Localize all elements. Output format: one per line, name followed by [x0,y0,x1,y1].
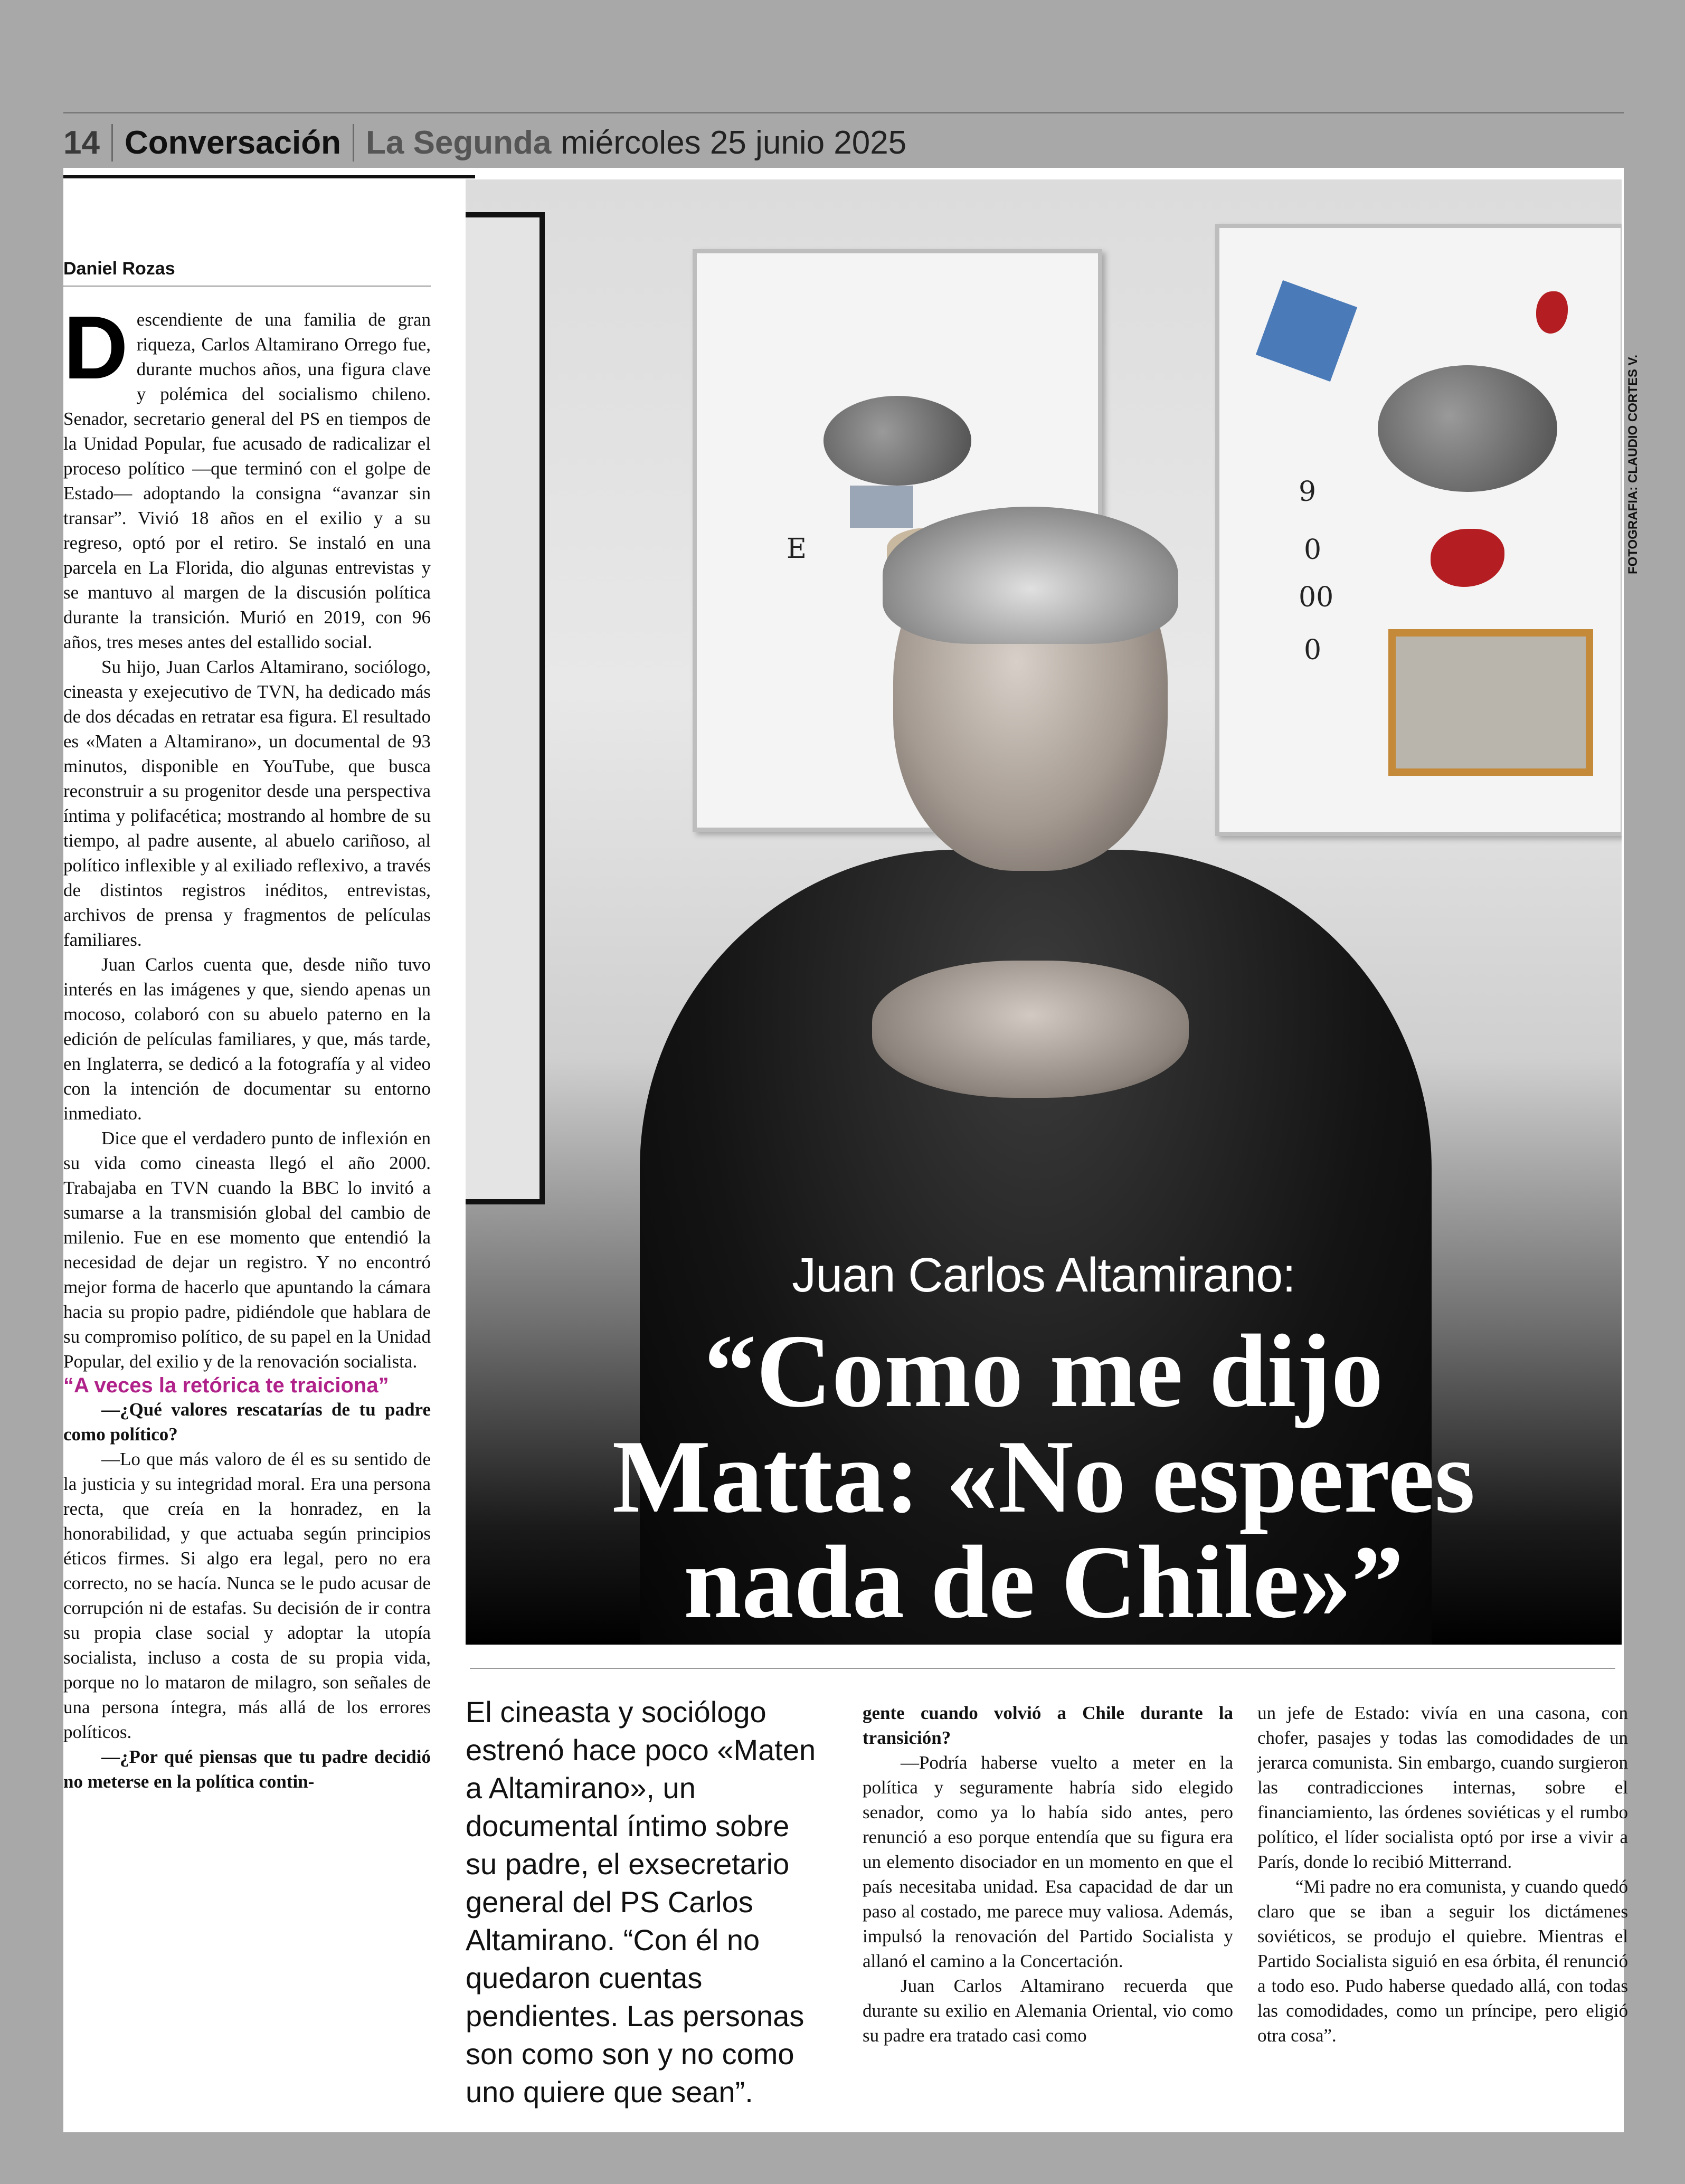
picture-frame-edge [466,212,545,1204]
headline-line: Matta: «No esperes [612,1419,1475,1534]
question: —¿Qué valores rescatarías de tu padre como político? [63,1399,431,1445]
issue-date: miércoles 25 junio 2025 [561,124,907,161]
section-name: Conversación [113,124,354,162]
number-doodle: 00 [1299,582,1334,613]
question: gente cuando volvió a Chile durante la transición? [863,1703,1233,1748]
subhead: “A veces la retórica te traiciona” [63,1374,389,1397]
headline-line: nada de Chile»” [683,1524,1404,1640]
cloud-drawing [823,396,971,486]
paragraph: un jefe de Estado: vivía en una casona, con chofer, pasajes y todas las comodidades de un jerarca comunista. Sin embargo, cuando surgieron las contradicciones internas, sobre el financiamiento, las órdenes soviéticas y el rumbo político, el líder socialista optó por irse a vivir a París, donde lo recibió Mitterrand. [1257,1703,1628,1872]
person-hands [872,961,1189,1098]
page-header [63,119,906,166]
headline-line: “Como me dijo [704,1313,1384,1429]
paragraph: Juan Carlos Altamirano recuerda que durante su exilio en Alemania Oriental, vio como su padre era tratado casi como [863,1976,1233,2046]
deck-summary: El cineasta y sociólogo estrenó hace poco «Maten a Altamirano», un documental íntimo sobre su padre, el exsecretario general del PS Carlos Altamirano. “Con él no quedaron cuentas pendientes. Las personas son como son y no como uno quiere que sean”. [466,1695,816,2109]
person-hair [883,507,1178,644]
paragraph: Descendiente de una familia de gran riqueza, Carlos Altamirano Orrego fue, durante muchos años, una figura clave y polémica del socialismo chileno. Senador, secretario general del PS en tiempos de la Unidad Popular, fue acusado de radicalizar el proceso político —que terminó con el golpe de Estado— adoptando la consigna “avanzar sin transar”. Vivió 18 años en el exilio y a su regreso, optó por el retiro. Se instaló en una parcela en La Florida, dio algunas entrevistas y se mantuvo al margen de la discusión política durante la transición. Murió en 2019, con 96 años, tres meses antes del estallido social. [63,298,431,652]
blue-collage [1256,280,1357,382]
byline: Daniel Rozas [63,257,431,287]
number-doodle: 9 [1299,476,1317,508]
question: —¿Por qué piensas que tu padre decidió no meterse en la política contin- [63,1746,431,1792]
column-three [863,1701,1233,2048]
paragraph: Dice que el verdadero punto de inflexión en su vida como cineasta llegó el año 2000. Trabajaba en TVN cuando la BBC lo invitó a sumarse a la transmisión global del cambio de milenio. Fue en ese momento que entendió la necesidad de dejar un registro. Y no encontró mejor forma de hacerlo que apuntando la cámara hacia su propio padre, pidiéndole que hablara de su compromiso político, de su papel en la Unidad Popular, del exilio y de la renovación socialista. [63,1128,431,1372]
paragraph: “Mi padre no era comunista, y cuando quedó claro que se iban a seguir los dictámenes soviéticos, se produjo el quiebre. Mientras el Partido Socialista siguió en esa órbita, él renunció a todo eso. Pudo haberse quedado allá, con todas las comodidades, como un príncipe, pero eligió otra cosa”. [1257,1876,1628,2046]
left-column [63,168,431,2132]
cloud-drawing [1378,365,1557,492]
page-number: 14 [63,124,113,162]
number-doodle: 0 [1304,634,1322,666]
answer: —Podría haberse vuelto a meter en la política y seguramente habría sido elegido senador, como ya lo había sido antes, pero renunció a eso porque entendía que su figura era un elemento disociador en un momento en que el país necesitaba unidad. Esa capacidad de dar un paso al costado, me parece muy valiosa. Además, impulsó la renovación del Partido Socialista y allanó el camino a la Concertación. [863,1752,1233,1971]
paragraph: Juan Carlos cuenta que, desde niño tuvo interés en las imágenes y que, siendo apenas un mocoso, colaboró con su abuelo paterno en la edición de películas familiares, y que, más tarde, en Inglaterra, se dedicó a la fotografía y al video con la intención de documentar su entorno inmediato. [63,954,431,1124]
letter-doodle: E [787,533,807,565]
number-doodle: 0 [1304,534,1322,566]
article-body [63,298,431,1794]
newspaper-name: La Segunda [366,124,552,161]
headline-kicker: Juan Carlos Altamirano: [792,1248,1295,1302]
red-shape [1536,291,1568,334]
newspaper-page [63,168,1640,2132]
answer: —Lo que más valoro de él es su sentido de la justicia y su integridad moral. Era una persona recta, que creía en la honradez, en la honorabilidad, y que actuaba según principios éticos firmes. Si algo era legal, pero no era correcto, no se hacía. Nunca se le pudo acusar de corrupción ni de estafas. Su decisión de ir contra su propia clase social y adoptar la utopía socialista, incluso a costa de su propia vida, porque no lo mataron de milagro, son señales de una persona íntegra, más allá de los errores políticos. [63,1449,431,1742]
column-four [1257,1701,1628,2048]
paragraph: Su hijo, Juan Carlos Altamirano, sociólogo, cineasta y exejecutivo de TVN, ha dedicado más de dos décadas en retratar esa figura. El resultado es «Maten a Altamirano», un documental de 93 minutos, disponible en YouTube, que busca reconstruir a su progenitor desde una perspectiva íntima y polifacética; mostrando al hombre de su tiempo, al padre ausente, al abuelo cariñoso, al político inflexible y al exiliado reflexivo, a través de distintos registros inéditos, entrevistas, archivos de prensa y fragmentos de películas familiares. [63,657,431,950]
divider [470,1668,1615,1669]
headline [466,1313,1622,1640]
drop-cap: D [63,298,128,398]
top-rule [63,112,1624,113]
photo-credit: FOTOGRAFIA: CLAUDIO CORTES V. [1626,354,1640,574]
